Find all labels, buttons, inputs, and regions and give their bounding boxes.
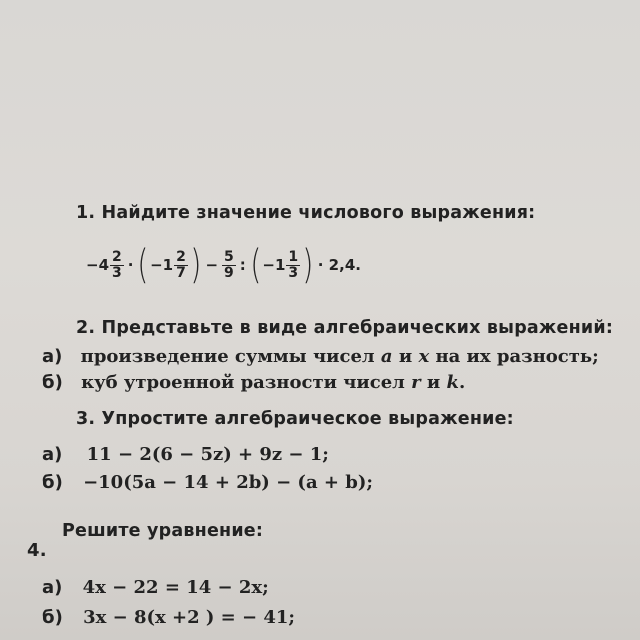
task4-item-a [42, 577, 269, 598]
item-text: и [392, 346, 419, 367]
variable-x: x [418, 346, 430, 367]
fraction-numerator: 5 [224, 248, 234, 265]
task4-heading: Решите уравнение: [62, 521, 264, 541]
fraction-numerator: 1 [288, 248, 299, 265]
minus-sign: − [205, 256, 219, 274]
item-letter: б) [42, 607, 63, 628]
item-text: и [420, 372, 447, 393]
fraction-numerator: 2 [112, 248, 122, 265]
item-letter: б) [42, 372, 63, 393]
item-expression: 4x − 22 = 14 − 2x; [82, 577, 269, 598]
right-paren: ) [190, 242, 202, 288]
variable-r: r [411, 372, 421, 393]
left-paren: ( [137, 242, 149, 288]
task1-heading: 1. Найдите значение числового выражения: [76, 203, 536, 223]
item-text: . [458, 372, 466, 393]
fraction-denominator: 3 [288, 264, 299, 281]
item-expression: −10(5a − 14 + 2b) − (a + b); [83, 472, 373, 493]
task2-item-a [42, 346, 599, 367]
expr-fraction-2 [174, 250, 188, 281]
variable-a: a [380, 346, 393, 367]
item-letter: б) [42, 472, 63, 493]
multiply-dot: · [127, 256, 134, 274]
right-paren: ) [302, 242, 314, 288]
task3-heading: 3. Упростите алгебраическое выражение: [76, 409, 514, 429]
expr-term1-whole: −4 [86, 256, 110, 274]
task3-item-b [42, 472, 373, 493]
expr-term4-whole: −1 [262, 256, 286, 274]
task2-item-b [42, 372, 465, 393]
fraction-denominator: 7 [176, 264, 186, 281]
expr-fraction-1 [110, 250, 124, 281]
task1-expression [86, 232, 361, 298]
task4-number: 4. [27, 540, 47, 561]
task4-item-b [42, 607, 295, 628]
fraction-denominator: 3 [112, 264, 122, 281]
fraction-denominator: 9 [224, 264, 234, 281]
task2-heading: 2. Представьте в виде алгебраических выражений: [76, 318, 614, 338]
divide-colon: : [239, 256, 246, 274]
item-text: произведение суммы чисел [80, 346, 381, 367]
expr-term2-whole: −1 [150, 256, 174, 274]
expr-tail: · 2,4. [317, 256, 361, 274]
expr-fraction-3 [222, 250, 236, 281]
item-expression: 3x − 8(x +2 ) = − 41; [83, 607, 296, 628]
item-letter: а) [42, 346, 63, 367]
fraction-numerator: 2 [176, 248, 186, 265]
item-expression: 11 − 2(6 − 5z) + 9z − 1; [86, 444, 329, 465]
expr-fraction-4 [286, 250, 300, 281]
left-paren: ( [250, 242, 262, 288]
item-text: на их разность; [429, 346, 599, 367]
item-letter: а) [42, 577, 63, 598]
item-letter: а) [42, 444, 63, 465]
variable-k: k [446, 372, 459, 393]
item-text: куб утроенной разности чисел [81, 372, 412, 393]
task3-item-a [42, 444, 329, 465]
